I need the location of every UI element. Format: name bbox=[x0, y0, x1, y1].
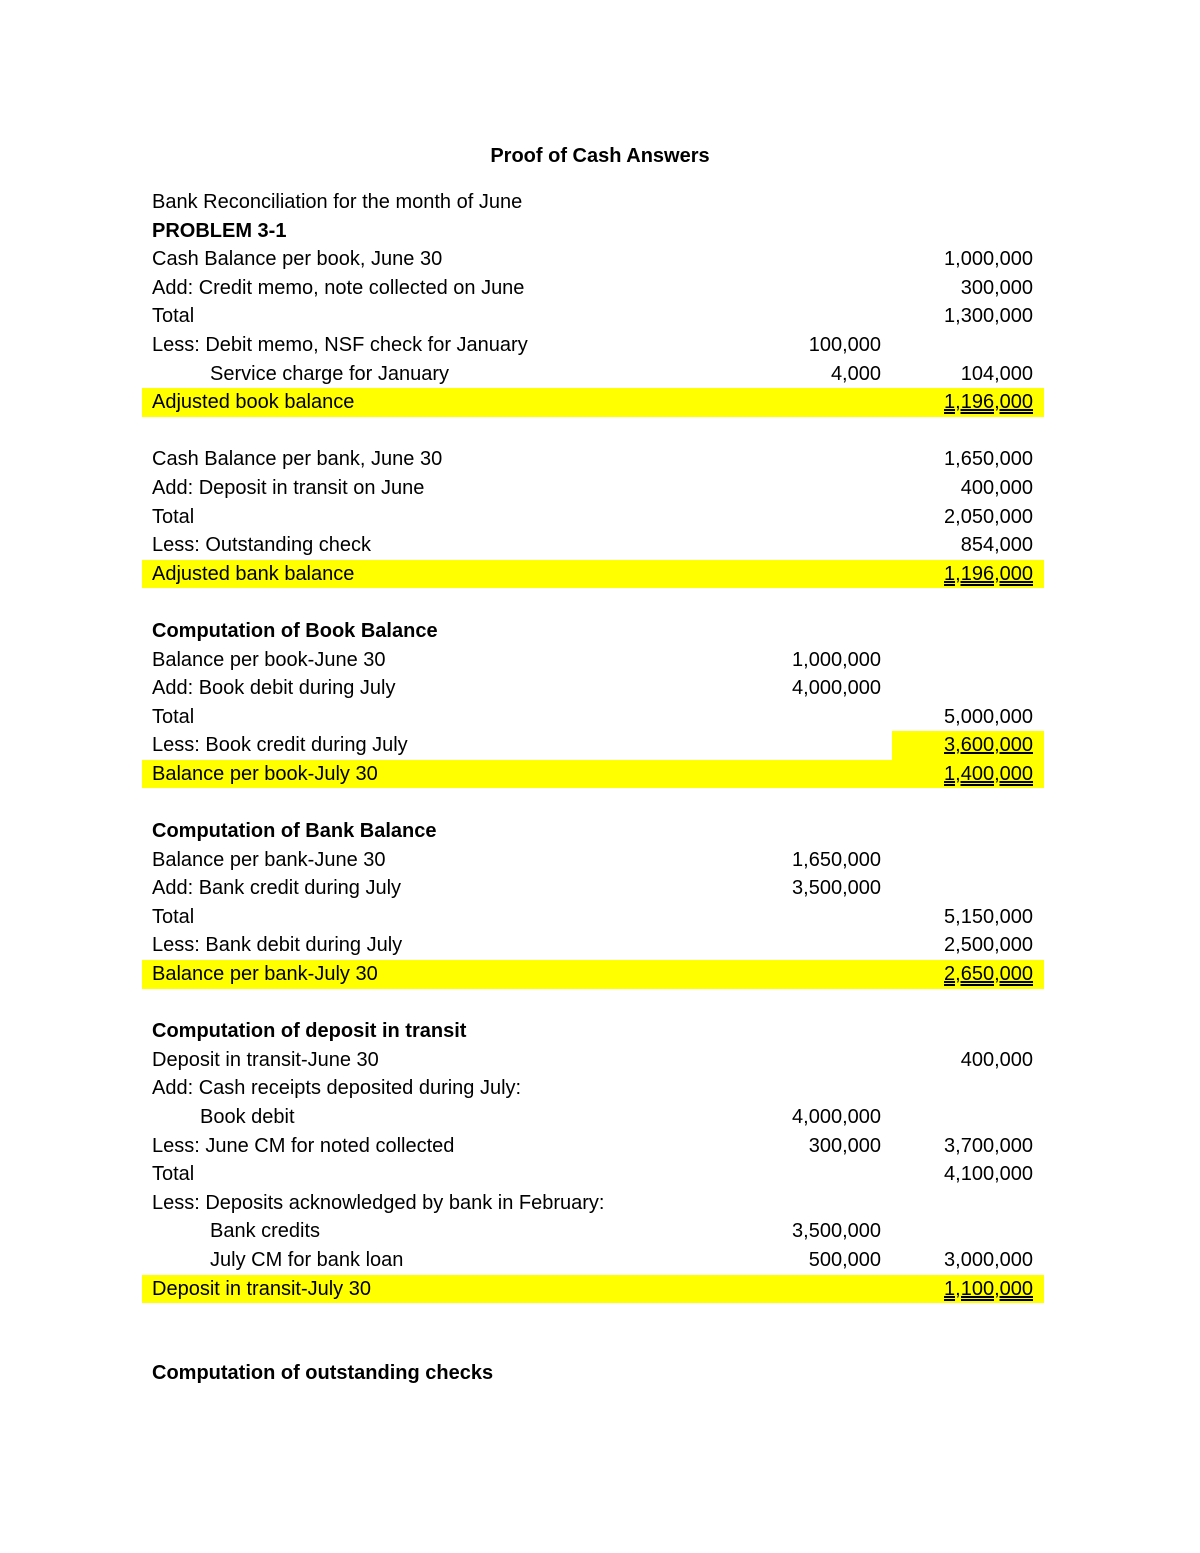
ledger-row bbox=[142, 360, 1044, 389]
ledger-row bbox=[142, 188, 1044, 217]
row-label: PROBLEM 3-1 bbox=[152, 219, 287, 242]
amount-col-1: 1,650,000 bbox=[792, 848, 881, 871]
ledger-row bbox=[142, 1217, 1044, 1246]
row-label: Cash Balance per book, June 30 bbox=[152, 248, 443, 271]
ledger-row bbox=[142, 703, 1044, 732]
row-label: Add: Credit memo, note collected on June bbox=[152, 276, 525, 299]
row-label: Computation of Book Balance bbox=[152, 619, 438, 642]
ledger-row bbox=[142, 245, 1044, 274]
highlighted-total-row bbox=[142, 560, 1044, 589]
amount-col-1: 500,000 bbox=[808, 1248, 881, 1271]
ledger-row bbox=[142, 674, 1044, 703]
ledger-row bbox=[142, 274, 1044, 303]
row-label: Less: Outstanding check bbox=[152, 534, 372, 557]
row-label: Adjusted book balance bbox=[152, 391, 355, 414]
row-label: Add: Cash receipts deposited during July: bbox=[152, 1077, 522, 1100]
ledger-row bbox=[142, 731, 1044, 760]
amount-col-1: 1,000,000 bbox=[792, 648, 881, 671]
ledger-row bbox=[142, 617, 1044, 646]
amount-col-2: 1,300,000 bbox=[944, 305, 1033, 328]
row-label: Balance per bank-July 30 bbox=[152, 963, 378, 986]
amount-col-1: 4,000,000 bbox=[792, 1106, 881, 1128]
highlighted-total-row bbox=[142, 1275, 1044, 1304]
amount-col-1: 100,000 bbox=[808, 333, 881, 356]
amount-col-2: 300,000 bbox=[960, 276, 1033, 299]
ledger-row bbox=[142, 474, 1044, 503]
amount-col-1: 300,000 bbox=[808, 1134, 881, 1157]
row-label: Add: Deposit in transit on June bbox=[152, 476, 425, 499]
amount-col-2: 5,150,000 bbox=[944, 905, 1033, 928]
amount-col-1: 4,000,000 bbox=[792, 677, 881, 700]
amount-col-2: 1,100,000 bbox=[944, 1277, 1033, 1300]
ledger-row bbox=[142, 1189, 1044, 1218]
row-label: Total bbox=[152, 905, 195, 928]
row-label: Book debit bbox=[200, 1106, 295, 1128]
row-label: Total bbox=[152, 1163, 195, 1186]
page-title: Proof of Cash Answers bbox=[490, 145, 710, 167]
amount-col-2: 104,000 bbox=[960, 362, 1033, 385]
row-label: Adjusted bank balance bbox=[152, 562, 355, 585]
ledger-row bbox=[142, 445, 1044, 474]
ledger-row bbox=[142, 1103, 1044, 1132]
ledger-row bbox=[142, 503, 1044, 532]
amount-col-2: 2,050,000 bbox=[944, 505, 1033, 528]
row-label: Add: Bank credit during July bbox=[152, 877, 402, 900]
row-label: Computation of deposit in transit bbox=[152, 1020, 467, 1043]
row-label: Bank credits bbox=[210, 1220, 321, 1243]
ledger-row bbox=[142, 1046, 1044, 1075]
ledger-row bbox=[142, 1132, 1044, 1161]
ledger-row bbox=[142, 302, 1044, 331]
worksheet bbox=[142, 188, 1044, 1388]
row-label: Balance per bank-June 30 bbox=[152, 848, 386, 871]
ledger-row bbox=[142, 903, 1044, 932]
amount-col-2: 1,650,000 bbox=[944, 448, 1033, 471]
row-label: Deposit in transit-July 30 bbox=[152, 1277, 371, 1300]
row-label: Less: Deposits acknowledged by bank in February: bbox=[152, 1191, 605, 1214]
section-spacer bbox=[142, 788, 1044, 817]
highlighted-total-row bbox=[142, 960, 1044, 989]
ledger-row bbox=[142, 874, 1044, 903]
amount-col-2: 5,000,000 bbox=[944, 705, 1033, 728]
highlighted-total-row bbox=[142, 760, 1044, 789]
amount-col-2: 1,400,000 bbox=[944, 762, 1033, 785]
ledger-row bbox=[142, 846, 1044, 875]
section-spacer bbox=[142, 989, 1044, 1018]
amount-col-2: 400,000 bbox=[960, 1048, 1033, 1071]
row-label: Computation of outstanding checks bbox=[152, 1362, 494, 1385]
row-label: Deposit in transit-June 30 bbox=[152, 1048, 379, 1071]
row-label: Less: Bank debit during July bbox=[152, 934, 403, 957]
amount-col-1: 3,500,000 bbox=[792, 877, 881, 900]
amount-col-2: 1,196,000 bbox=[944, 562, 1033, 585]
row-label: Service charge for January bbox=[210, 362, 450, 385]
ledger-row bbox=[142, 1017, 1044, 1046]
amount-col-2: 1,000,000 bbox=[944, 248, 1033, 271]
amount-col-2: 854,000 bbox=[960, 534, 1033, 557]
amount-col-2: 1,196,000 bbox=[944, 391, 1033, 414]
section-spacer bbox=[142, 1303, 1044, 1359]
row-label: Less: June CM for noted collected bbox=[152, 1134, 455, 1157]
amount-col-1: 4,000 bbox=[830, 362, 881, 385]
ledger-row bbox=[142, 217, 1044, 246]
amount-col-2: 2,500,000 bbox=[944, 934, 1033, 957]
amount-col-2: 3,700,000 bbox=[944, 1134, 1033, 1157]
ledger-row bbox=[142, 1359, 1044, 1388]
row-label: Total bbox=[152, 505, 195, 528]
ledger-row bbox=[142, 331, 1044, 360]
amount-col-2: 2,650,000 bbox=[944, 963, 1033, 986]
row-label: Less: Debit memo, NSF check for January bbox=[152, 333, 528, 356]
row-label: Less: Book credit during July bbox=[152, 734, 408, 757]
row-label: July CM for bank loan bbox=[210, 1248, 404, 1271]
section-spacer bbox=[142, 417, 1044, 446]
amount-col-2: 3,600,000 bbox=[892, 731, 1044, 760]
amount-col-2: 4,100,000 bbox=[944, 1163, 1033, 1186]
row-label: Cash Balance per bank, June 30 bbox=[152, 448, 443, 471]
row-label: Add: Book debit during July bbox=[152, 677, 396, 700]
ledger-row bbox=[142, 646, 1044, 675]
row-label: Computation of Bank Balance bbox=[152, 820, 437, 843]
section-spacer bbox=[142, 588, 1044, 617]
row-label: Balance per book-June 30 bbox=[152, 648, 386, 671]
ledger-row bbox=[142, 1246, 1044, 1275]
highlighted-total-row bbox=[142, 388, 1044, 417]
row-label: Total bbox=[152, 305, 195, 328]
amount-col-1: 3,500,000 bbox=[792, 1220, 881, 1243]
amount-col-2: 400,000 bbox=[960, 476, 1033, 499]
row-label: Bank Reconciliation for the month of June bbox=[152, 191, 523, 213]
ledger-row bbox=[142, 931, 1044, 960]
row-label: Balance per book-July 30 bbox=[152, 762, 378, 785]
amount-col-2: 3,000,000 bbox=[944, 1248, 1033, 1271]
ledger-row bbox=[142, 1074, 1044, 1103]
ledger-row bbox=[142, 1160, 1044, 1189]
ledger-row bbox=[142, 531, 1044, 560]
row-label: Total bbox=[152, 705, 195, 728]
ledger-row bbox=[142, 817, 1044, 846]
